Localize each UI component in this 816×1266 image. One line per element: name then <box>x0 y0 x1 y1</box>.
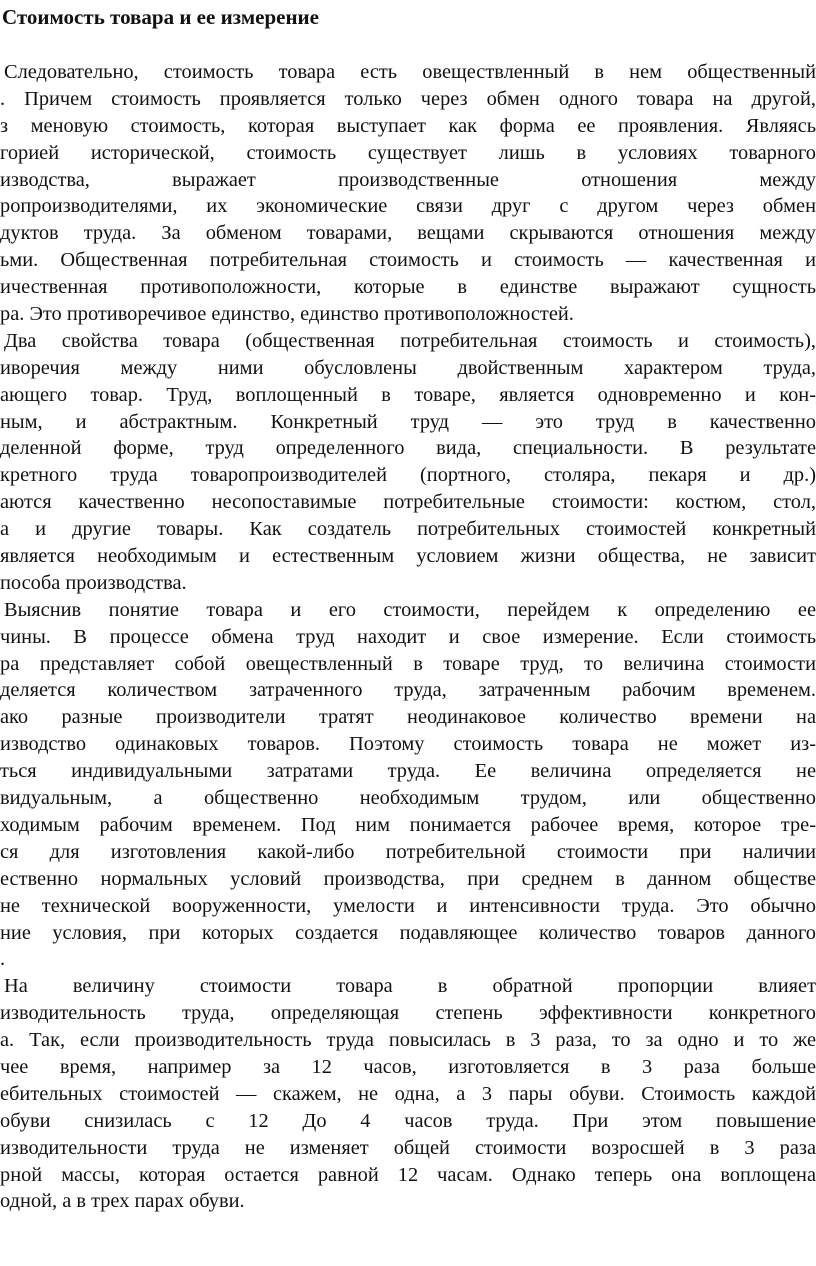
text-line: видуальным, а общественно необходимым трудом, или общественно <box>0 787 816 810</box>
text-line: . Причем стоимость проявляется только через обмен одного товара на другой, <box>0 87 816 110</box>
text-line: а и другие товары. Как создатель потребительных стоимостей конкретный <box>0 518 816 541</box>
text-line: деленной форме, труд определенного вида, специальности. В результате <box>0 437 816 460</box>
text-line: изводства, выражает производственные отношения между <box>0 168 816 191</box>
text-line: является необходимым и естественным условием жизни общества, не зависит <box>0 545 816 568</box>
text-line: изводство одинаковых товаров. Поэтому стоимость товара не может из- <box>0 733 816 756</box>
text-line: ра представляет собой овеществленный в товаре труд, то величина стоимости <box>0 652 816 675</box>
text-line: чее время, например за 12 часов, изготовляется в 3 раза больше <box>0 1055 816 1078</box>
text-line: ным, и абстрактным. Конкретный труд — это труд в качественно <box>0 410 816 433</box>
text-line: ьми. Общественная потребительная стоимость и стоимость — качественная и <box>0 249 816 272</box>
text-line: не технической вооруженности, умелости и интенсивности труда. Это обычно <box>0 894 816 917</box>
text-line: изводительность труда, определяющая степень эффективности конкретного <box>0 1002 816 1025</box>
text-line: чины. В процессе обмена труд находит и свое измерение. Если стоимость <box>0 625 816 648</box>
text-line: деляется количеством затраченного труда, затраченным рабочим временем. <box>0 679 816 702</box>
text-line: изводительности труда не изменяет общей стоимости возросшей в 3 раза <box>0 1136 816 1159</box>
text-line: дуктов труда. За обменом товарами, вещами скрываются отношения между <box>0 222 816 245</box>
document-body <box>0 59 816 1215</box>
text-line: ние условия, при которых создается подавляющее количество товаров данного <box>0 921 816 944</box>
text-line: ественно нормальных условий производства, при среднем в данном обществе <box>0 867 816 890</box>
document-title: Стоимость товара и ее измерение <box>2 5 319 29</box>
text-line: ропроизводителями, их экономические связи друг с другом через обмен <box>0 195 816 218</box>
text-line: аются качественно несопоставимые потребительные стоимости: костюм, стол, <box>0 491 816 514</box>
text-line: кретного труда товаропроизводителей (портного, столяра, пекаря и др.) <box>0 464 816 487</box>
text-line: ебительных стоимостей — скажем, не одна, а 3 пары обуви. Стоимость каждой <box>0 1082 816 1105</box>
text-line: з меновую стоимость, которая выступает как форма ее проявления. Являясь <box>0 114 816 137</box>
text-line: ичественная противоположности, которые в единстве выражают сущность <box>0 276 816 299</box>
text-line: горией исторической, стоимость существует лишь в условиях товарного <box>0 141 816 164</box>
text-line: ходимым рабочим временем. Под ним понимается рабочее время, которое тре- <box>0 813 816 836</box>
text-line: обуви снизилась с 12 До 4 часов труда. При этом повышение <box>0 1109 816 1132</box>
text-line: пособа производства. <box>0 571 187 594</box>
text-line: а. Так, если производительность труда повысилась в 3 раза, то за одно и то же <box>0 1029 816 1052</box>
text-line: Следовательно, стоимость товара есть овеществленный в нем общественный <box>4 61 816 83</box>
text-line: ающего товар. Труд, воплощенный в товаре, является одновременно и кон- <box>0 383 816 406</box>
text-line: ра. Это противоречивое единство, единство противоположностей. <box>0 303 574 326</box>
text-line: одной, а в трех парах обуви. <box>0 1190 245 1213</box>
text-line: Два свойства товара (общественная потребительная стоимость и стоимость), <box>4 329 816 352</box>
text-line: ако разные производители тратят неодинаковое количество времени на <box>0 706 816 729</box>
text-line: ся для изготовления какой-либо потребительной стоимости при наличии <box>0 840 816 863</box>
text-line: На величину стоимости товара в обратной пропорции влияет <box>4 975 816 998</box>
text-line: иворечия между ними обусловлены двойственным характером труда, <box>0 356 816 379</box>
text-line: . <box>0 948 6 971</box>
text-line: рной массы, которая остается равной 12 часам. Однако теперь она воплощена <box>0 1163 816 1186</box>
text-line: Выяснив понятие товара и его стоимости, перейдем к определению ее <box>4 598 816 621</box>
text-line: ться индивидуальными затратами труда. Ее величина определяется не <box>0 760 816 783</box>
